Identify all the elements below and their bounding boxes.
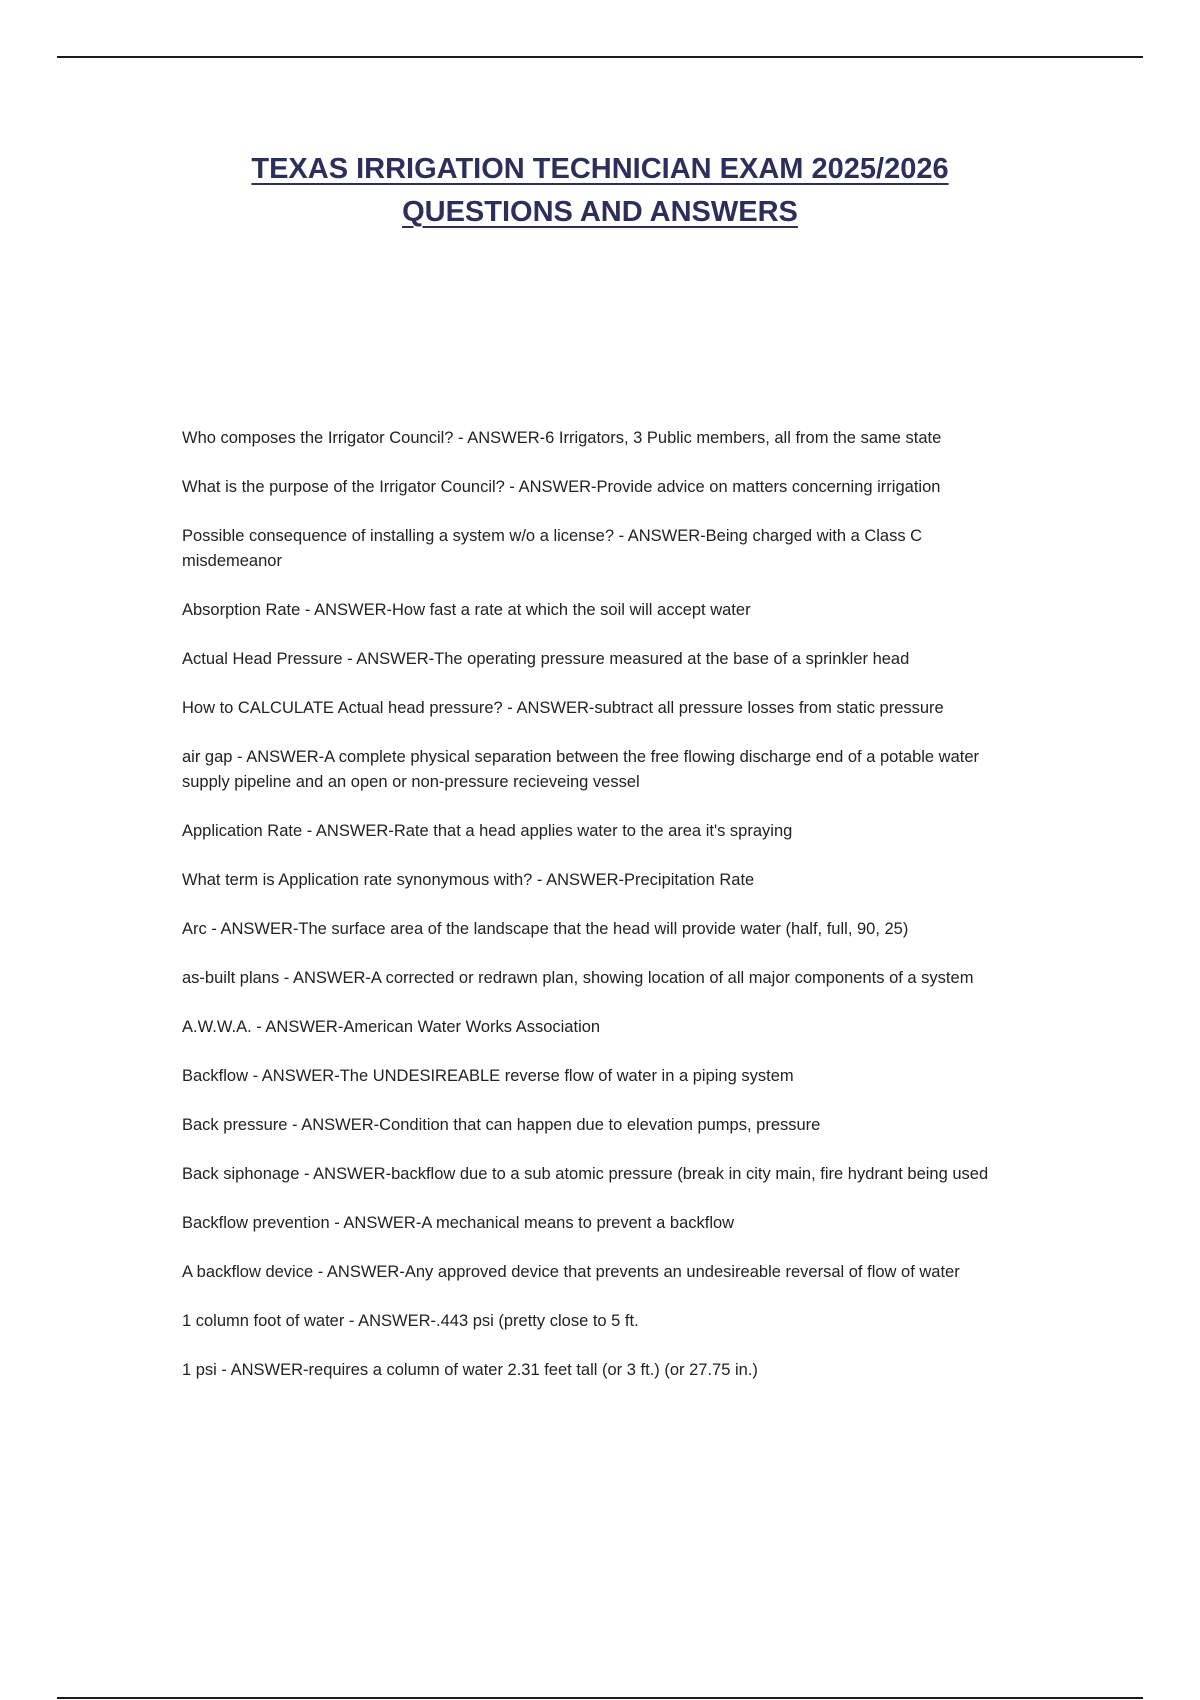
- qa-entry: 1 psi - ANSWER-requires a column of water 2.31 feet tall (or 3 ft.) (or 27.75 in.): [182, 1361, 758, 1379]
- document-title: [0, 148, 1200, 234]
- qa-entry: Arc - ANSWER-The surface area of the landscape that the head will provide water (half, full, 90, 25): [182, 920, 909, 938]
- top-rule: [57, 56, 1143, 58]
- qa-entry: Who composes the Irrigator Council? - ANSWER-6 Irrigators, 3 Public members, all from the same state: [182, 429, 942, 447]
- qa-entry: air gap - ANSWER-A complete physical separation between the free flowing discharge end of a potable water supply pipeline and an open or non-pressure recieveing vessel: [182, 748, 980, 791]
- qa-entry: A backflow device - ANSWER-Any approved device that prevents an undesireable reversal of flow of water: [182, 1263, 960, 1281]
- title-line-1: TEXAS IRRIGATION TECHNICIAN EXAM 2025/2026: [251, 153, 949, 185]
- qa-entry: Application Rate - ANSWER-Rate that a head applies water to the area it's spraying: [182, 822, 793, 840]
- qa-entry: What is the purpose of the Irrigator Council? - ANSWER-Provide advice on matters concerning irrigation: [182, 478, 941, 496]
- qa-entry: as-built plans - ANSWER-A corrected or redrawn plan, showing location of all major components of a system: [182, 969, 974, 987]
- bottom-rule: [57, 1697, 1143, 1699]
- qa-entry: Absorption Rate - ANSWER-How fast a rate at which the soil will accept water: [182, 601, 751, 619]
- qa-entry: Back pressure - ANSWER-Condition that can happen due to elevation pumps, pressure: [182, 1116, 821, 1134]
- title-line-2: QUESTIONS AND ANSWERS: [402, 196, 798, 228]
- qa-entry: What term is Application rate synonymous with? - ANSWER-Precipitation Rate: [182, 871, 755, 889]
- qa-entry: Actual Head Pressure - ANSWER-The operating pressure measured at the base of a sprinkler head: [182, 650, 910, 668]
- qa-entry: Backflow - ANSWER-The UNDESIREABLE reverse flow of water in a piping system: [182, 1067, 794, 1085]
- qa-list: [182, 426, 1022, 1407]
- qa-entry: 1 column foot of water - ANSWER-.443 psi (pretty close to 5 ft.: [182, 1312, 639, 1330]
- qa-entry: Backflow prevention - ANSWER-A mechanical means to prevent a backflow: [182, 1214, 735, 1232]
- qa-entry: Back siphonage - ANSWER-backflow due to a sub atomic pressure (break in city main, fire hydrant being used: [182, 1165, 989, 1183]
- qa-entry: How to CALCULATE Actual head pressure? - ANSWER-subtract all pressure losses from static pressure: [182, 699, 944, 717]
- qa-entry: Possible consequence of installing a system w/o a license? - ANSWER-Being charged with a Class C misdemeanor: [182, 527, 923, 570]
- qa-entry: A.W.W.A. - ANSWER-American Water Works Association: [182, 1018, 601, 1036]
